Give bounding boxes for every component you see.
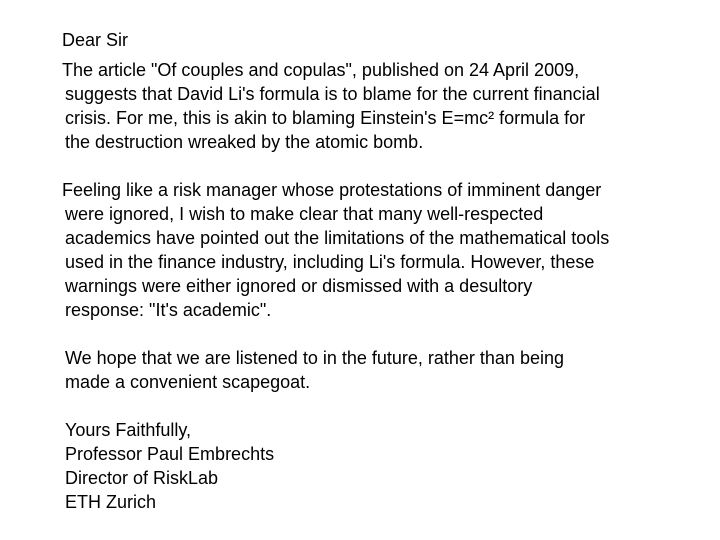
paragraph-1-line: suggests that David Li's formula is to blame for the current financial [65,84,600,104]
letter-body [62,28,702,514]
paragraph-2-line: were ignored, I wish to make clear that many well-respected [65,204,544,224]
paragraph-2 [62,178,702,322]
paragraph-2-line: used in the finance industry, including Li's formula. However, these [65,252,595,272]
salutation: Dear Sir [62,30,129,50]
paragraph-2-line: warnings were either ignored or dismissed with a desultory [65,276,533,296]
signer-name: Professor Paul Embrechts [65,444,275,464]
paragraph-3-line: made a convenient scapegoat. [65,372,311,392]
paragraph-2-line: academics have pointed out the limitations of the mathematical tools [65,228,610,248]
signature-block [62,418,702,514]
signer-institution: ETH Zurich [65,492,157,512]
paragraph-2-line: response: "It's academic". [65,300,272,320]
paragraph-3 [62,346,702,394]
paragraph-2-line: Feeling like a risk manager whose protestations of imminent danger [62,180,602,200]
paragraph-1-line: crisis. For me, this is akin to blaming Einstein's E=mc² formula for [65,108,586,128]
paragraph-1-line: the destruction wreaked by the atomic bomb. [65,132,424,152]
paragraph-1 [62,58,702,154]
signoff: Yours Faithfully, [65,420,192,440]
signer-title: Director of RiskLab [65,468,219,488]
paragraph-3-line: We hope that we are listened to in the future, rather than being [65,348,564,368]
paragraph-1-line: The article "Of couples and copulas", published on 24 April 2009, [62,60,580,80]
